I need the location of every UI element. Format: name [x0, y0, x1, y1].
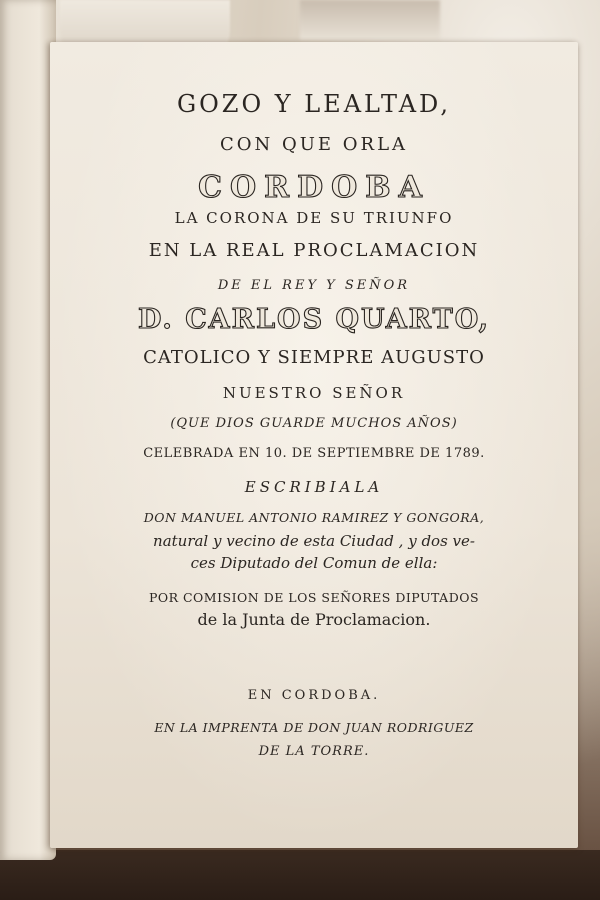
- table-surface: [0, 850, 600, 900]
- title-page: [50, 42, 578, 848]
- junta-line: de la Junta de Proclamacion.: [197, 610, 431, 629]
- left-book-page: [0, 0, 56, 860]
- title-line-6: DE EL REY Y SEÑOR: [217, 278, 411, 293]
- background-frame: [300, 0, 440, 40]
- title-line-9: NUESTRO SEÑOR: [222, 384, 406, 402]
- title-line-4: LA CORONA DE SU TRIUNFO: [174, 209, 454, 227]
- title-line-1: GOZO Y LEALTAD,: [176, 90, 452, 118]
- imprint-city: EN CORDOBA.: [247, 688, 381, 703]
- escribiala-line: ESCRIBIALA: [244, 478, 384, 496]
- author-line-3: ces Diputado del Comun de ella:: [190, 554, 438, 572]
- title-line-8: CATOLICO Y SIEMPRE AUGUSTO: [143, 347, 485, 368]
- author-name: DON MANUEL ANTONIO RAMIREZ Y GONGORA,: [143, 510, 485, 525]
- title-line-5: EN LA REAL PROCLAMACION: [148, 240, 480, 261]
- commission-line: POR COMISION DE LOS SEÑORES DIPUTADOS: [148, 590, 480, 605]
- title-king: D. CARLOS QUARTO,: [137, 304, 491, 335]
- author-line-2: natural y vecino de esta Ciudad , y dos ve-: [153, 532, 475, 550]
- imprint-printer-2: DE LA TORRE.: [258, 744, 370, 759]
- title-line-10: (QUE DIOS GUARDE MUCHOS AÑOS): [170, 416, 458, 431]
- title-line-2: CON QUE ORLA: [219, 134, 409, 155]
- imprint-printer: EN LA IMPRENTA DE DON JUAN RODRIGUEZ: [154, 720, 474, 735]
- title-city: CORDOBA: [198, 170, 430, 205]
- celebration-date: CELEBRADA EN 10. DE SEPTIEMBRE DE 1789.: [143, 446, 485, 461]
